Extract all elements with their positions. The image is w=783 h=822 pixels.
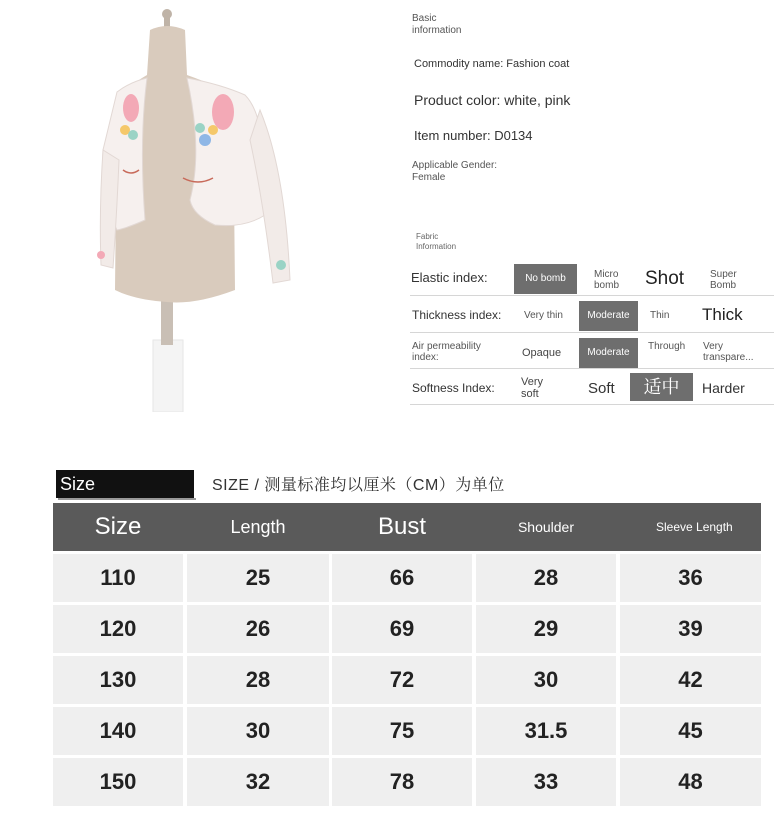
table-row — [53, 554, 761, 602]
size-section-title: SIZE / 测量标准均以厘米（CM）为单位 — [212, 477, 505, 494]
cell-length: 25 — [187, 554, 329, 602]
basic-info-heading: Basic information — [412, 13, 462, 36]
thickness-option: Very thin — [524, 310, 563, 321]
table-row — [53, 707, 761, 755]
elastic-option: Super Bomb — [710, 269, 737, 291]
divider — [410, 368, 774, 369]
cell-shoulder: 30 — [476, 656, 616, 704]
thickness-option: Thick — [702, 305, 743, 324]
table-header — [53, 503, 761, 551]
header-sleeve-length: Sleeve Length — [656, 520, 733, 534]
cell-sleeve-length: 39 — [620, 605, 761, 653]
air-permeability-label: Air permeability index: — [412, 341, 481, 363]
cell-length: 30 — [187, 707, 329, 755]
air-option: Through — [648, 341, 686, 352]
thickness-index-label: Thickness index: — [412, 308, 502, 322]
table-row — [53, 605, 761, 653]
cell-bust: 66 — [332, 554, 472, 602]
divider — [410, 295, 774, 296]
softness-option: Harder — [702, 380, 745, 396]
softness-index-label: Softness Index: — [412, 381, 495, 395]
cell-bust: 75 — [332, 707, 472, 755]
cell-length: 32 — [187, 758, 329, 806]
gender-label: Applicable Gender: — [412, 160, 498, 171]
cell-shoulder: 31.5 — [476, 707, 616, 755]
cell-sleeve-length: 42 — [620, 656, 761, 704]
softness-option-selected: 适中 — [630, 373, 693, 401]
cell-sleeve-length: 48 — [620, 758, 761, 806]
gender-value: Female — [412, 172, 446, 183]
cell-bust: 69 — [332, 605, 472, 653]
cell-bust: 72 — [332, 656, 472, 704]
table-row — [53, 758, 761, 806]
elastic-option-selected: No bomb — [514, 264, 577, 294]
size-tag: Size — [56, 470, 194, 498]
elastic-index-label: Elastic index: — [411, 270, 488, 285]
air-option: Very transpare... — [703, 341, 754, 363]
elastic-option: Micro bomb — [594, 269, 620, 291]
cell-size: 150 — [53, 758, 183, 806]
cell-shoulder: 28 — [476, 554, 616, 602]
softness-option: Very soft — [521, 376, 544, 400]
softness-option: Soft — [588, 380, 615, 397]
header-length: Length — [230, 516, 286, 537]
divider — [410, 404, 774, 405]
thickness-option: Thin — [650, 310, 670, 321]
cell-length: 26 — [187, 605, 329, 653]
cell-shoulder: 33 — [476, 758, 616, 806]
cell-bust: 78 — [332, 758, 472, 806]
cell-size: 120 — [53, 605, 183, 653]
cell-sleeve-length: 45 — [620, 707, 761, 755]
header-bust: Bust — [377, 513, 427, 540]
commodity-name: Commodity name: Fashion coat — [414, 58, 570, 70]
header-shoulder: Shoulder — [517, 519, 575, 535]
item-number: Item number: D0134 — [414, 128, 533, 143]
cell-size: 110 — [53, 554, 183, 602]
divider — [410, 332, 774, 333]
cell-shoulder: 29 — [476, 605, 616, 653]
table-row — [53, 656, 761, 704]
thickness-option-selected: Moderate — [579, 301, 638, 331]
cell-sleeve-length: 36 — [620, 554, 761, 602]
cell-length: 28 — [187, 656, 329, 704]
cell-size: 140 — [53, 707, 183, 755]
header-size: Size — [94, 513, 142, 540]
product-photo — [95, 0, 300, 412]
fabric-info-heading: Fabric Information — [416, 232, 457, 251]
air-option: Opaque — [522, 347, 562, 359]
elastic-option: Shot — [645, 268, 685, 289]
cell-size: 130 — [53, 656, 183, 704]
air-option-selected: Moderate — [579, 338, 638, 368]
product-color: Product color: white, pink — [414, 92, 571, 108]
